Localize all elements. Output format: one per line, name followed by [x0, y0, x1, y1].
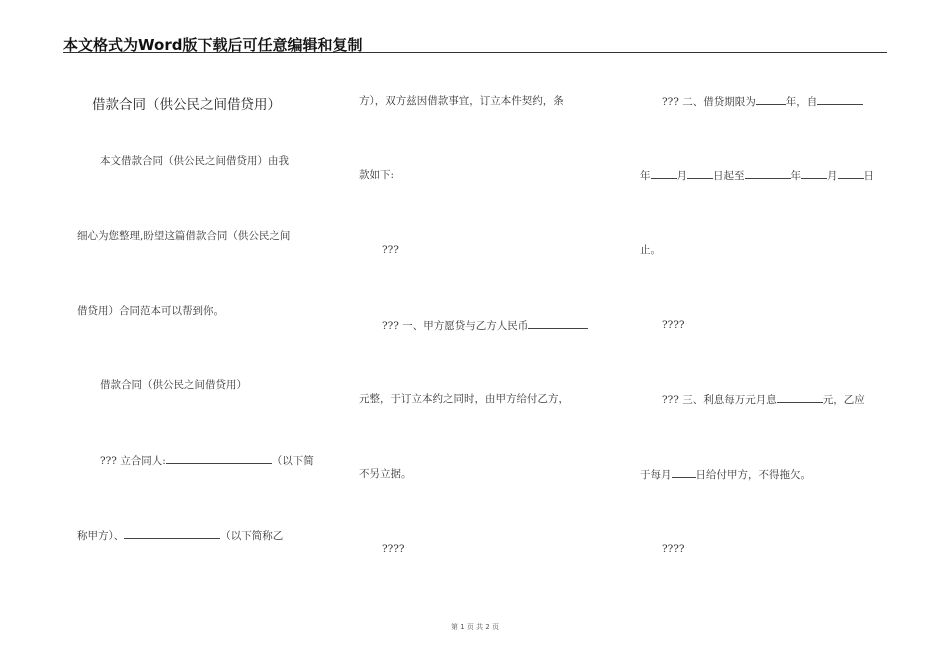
col3-line-6-suffix: 日给付甲方，不得拖欠。 — [695, 469, 811, 481]
col2-line-6: 不另立据。 — [359, 468, 412, 480]
col1-line-6-suffix: （以下简称乙 — [220, 530, 284, 542]
page-number: 第 1 页 共 2 页 — [450, 623, 500, 631]
party-a-blank[interactable] — [166, 453, 272, 464]
interest-label: ??? 三、利息每万元月息 — [662, 394, 777, 406]
loan-amount-blank[interactable] — [528, 318, 588, 329]
pay-day-blank[interactable] — [672, 467, 696, 478]
col2-line-4 — [382, 318, 588, 333]
col1-line-5-suffix: （以下简 — [271, 455, 314, 467]
parties-label: ??? 立合同人: — [100, 455, 166, 467]
col3-line-1 — [662, 94, 863, 109]
col3-line-4: ???? — [662, 319, 685, 331]
end-month-label: 月 — [827, 170, 838, 182]
end-month-blank[interactable] — [801, 168, 827, 179]
month-label: 月 — [676, 170, 687, 182]
col1-line-2: 细心为您整理,盼望这篇借款合同（供公民之间 — [77, 230, 291, 242]
document-title: 借款合同（供公民之间借贷用） — [92, 97, 281, 113]
col2-line-1: 方），双方兹因借款事宜，订立本件契约，条 — [359, 95, 564, 107]
col3-line-2 — [640, 168, 874, 183]
col1-line-6-prefix: 称甲方）、 — [77, 530, 125, 542]
loan-term-label: ??? 二、借贷期限为 — [662, 96, 756, 108]
header-divider — [63, 52, 887, 53]
col1-line-1: 本文借款合同（供公民之间借贷用）由我 — [100, 155, 289, 167]
start-year-blank[interactable] — [817, 94, 863, 105]
start-to-label: 日起至 — [713, 170, 745, 182]
col3-line-5 — [662, 392, 865, 407]
end-year-blank[interactable] — [745, 168, 791, 179]
loan-term-years-blank[interactable] — [756, 94, 786, 105]
col3-line-7: ???? — [662, 543, 685, 555]
loan-amount-label: ??? 一、甲方愿贷与乙方人民币 — [382, 320, 529, 332]
col3-line-6 — [640, 467, 811, 482]
start-day-blank[interactable] — [687, 168, 713, 179]
end-year-label: 年 — [790, 170, 801, 182]
col1-line-6 — [77, 528, 283, 543]
end-day-blank[interactable] — [838, 168, 864, 179]
col2-line-2: 款如下: — [359, 169, 395, 181]
col2-line-7: ???? — [382, 543, 405, 555]
interest-blank[interactable] — [777, 392, 823, 403]
col3-line-1-mid: 年，自 — [785, 96, 818, 108]
monthly-label: 于每月 — [640, 469, 672, 481]
col2-line-5: 元整，于订立本约之同时，由甲方给付乙方， — [359, 393, 569, 405]
col1-line-3: 借贷用）合同范本可以帮到你。 — [77, 305, 224, 317]
end-day-label: 日 — [863, 170, 874, 182]
document-header: 本文格式为Word版下载后可任意编辑和复制 — [63, 36, 363, 54]
year-label: 年 — [640, 170, 651, 182]
col1-line-4: 借款合同（供公民之间借贷用） — [100, 379, 247, 391]
col1-line-5 — [100, 453, 314, 468]
col3-line-5-suffix: 元，乙应 — [822, 394, 865, 406]
start-month-blank[interactable] — [651, 168, 677, 179]
col2-line-3: ??? — [382, 244, 399, 256]
party-b-blank[interactable] — [124, 528, 220, 539]
col3-line-3: 止。 — [640, 244, 661, 256]
